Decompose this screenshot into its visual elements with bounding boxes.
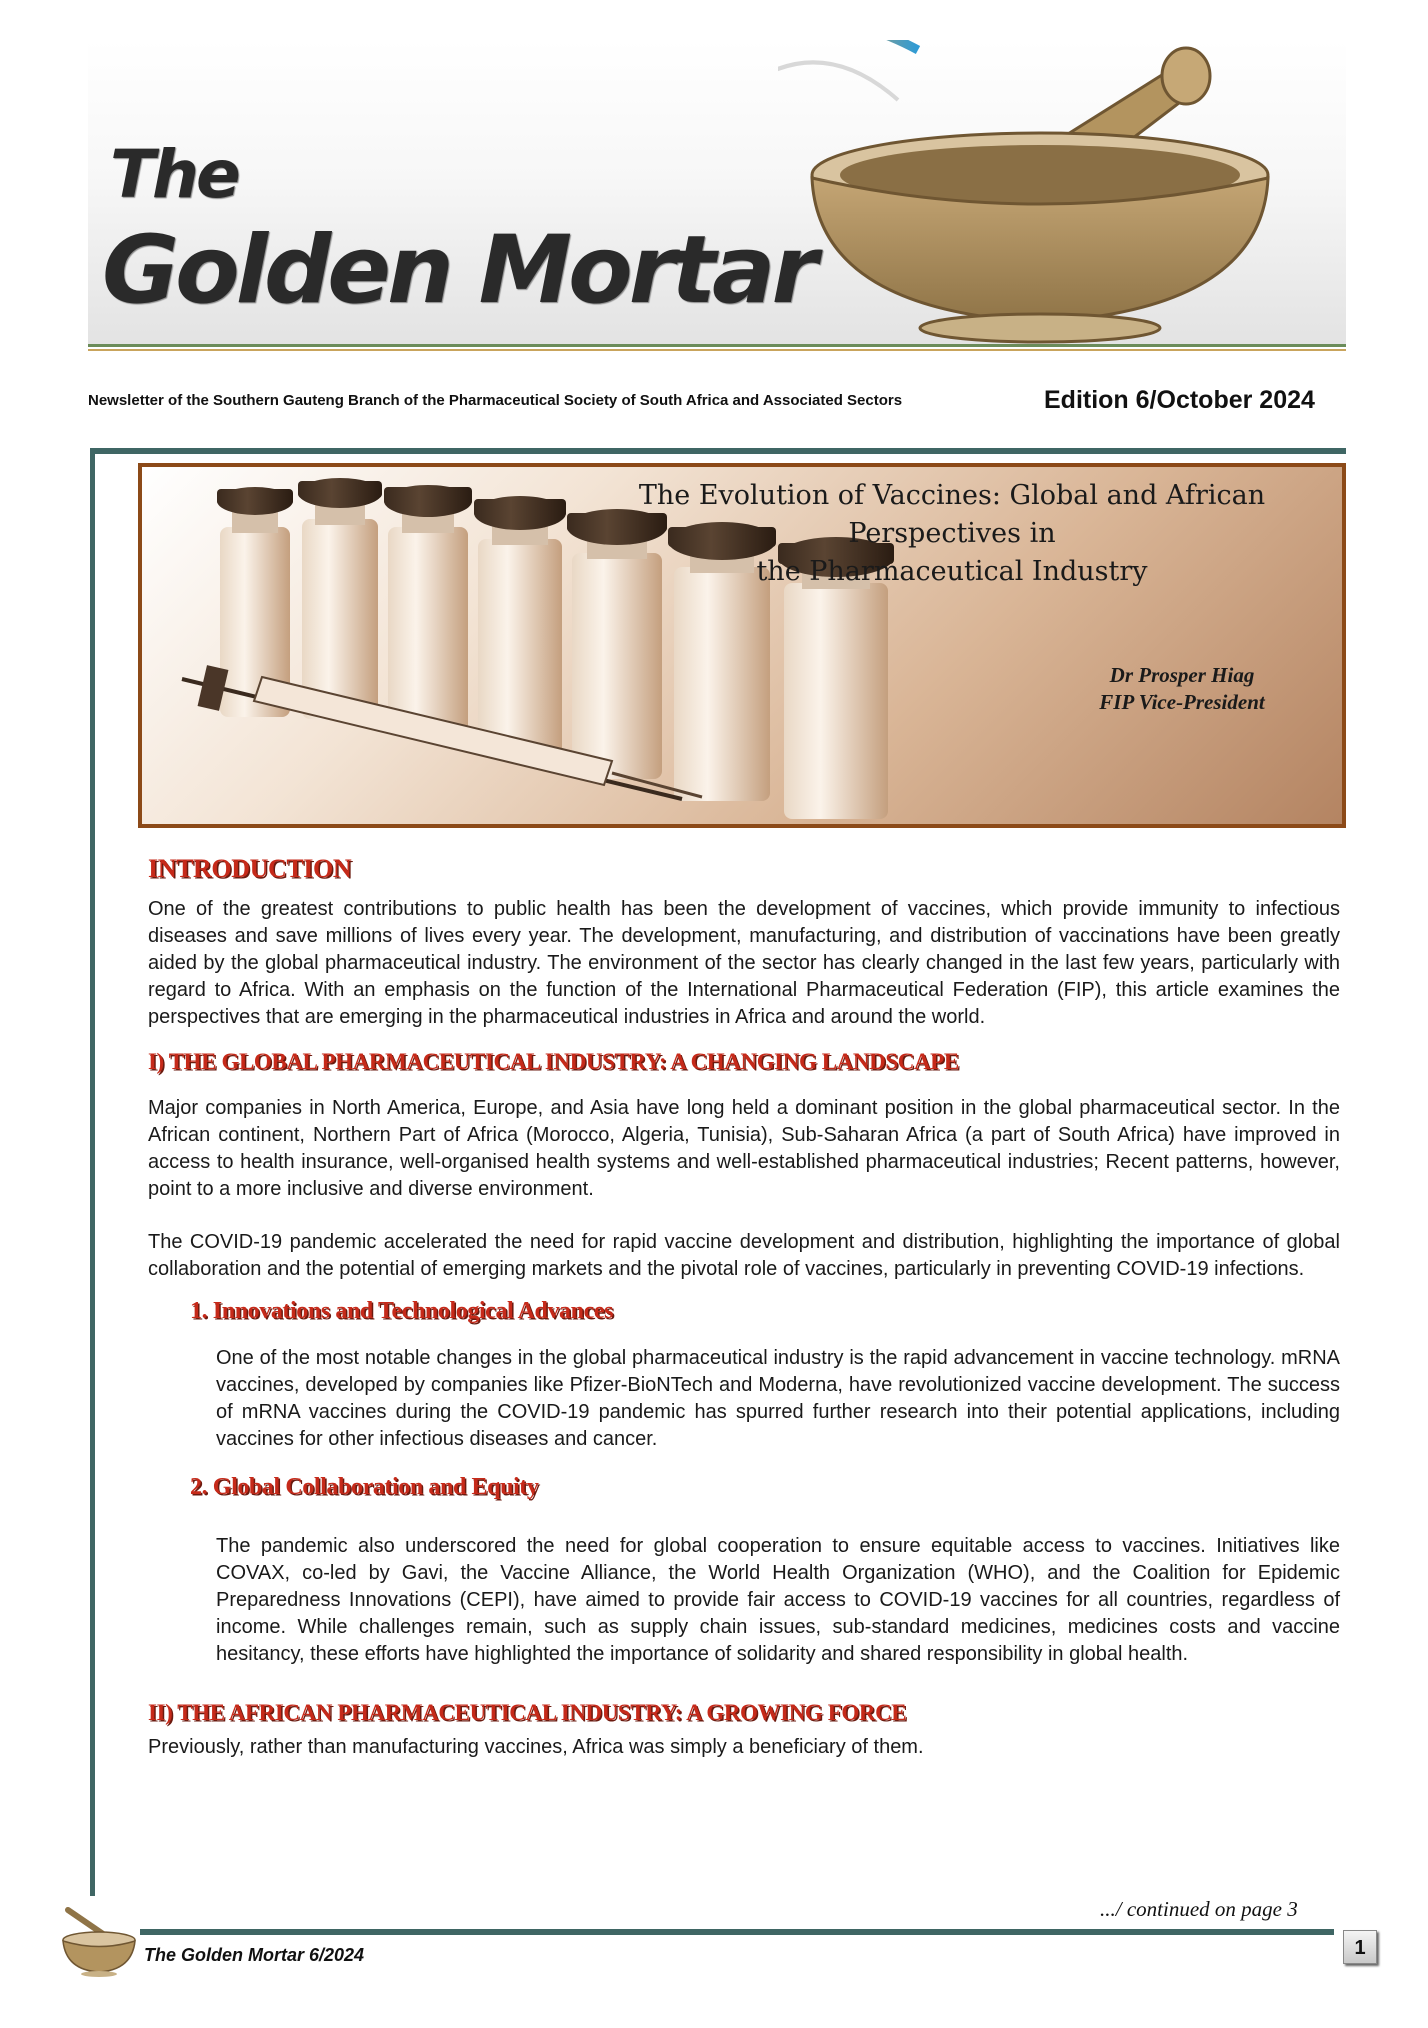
mortar-and-pestle-icon	[58, 1902, 140, 1978]
introduction-heading: INTRODUCTION	[148, 854, 352, 883]
masthead-rule	[88, 344, 1346, 347]
mortar-and-pestle-icon	[778, 40, 1346, 344]
author-name: Dr Prosper Hiag	[1109, 663, 1255, 687]
page-number-badge: 1	[1343, 1930, 1377, 1964]
vial-2	[298, 478, 382, 719]
global-industry-paragraph-1: Major companies in North America, Europe, and Asia have long held a dominant position in the global pharmaceutical sector. In the African continent, Northern Part of Africa (Morocco, Algeria, Tunisia), Sub-Saharan Africa (a part of South Africa) have improved in access to health insurance, well-organised health systems and well-established pharmaceutical industries; Recent patterns, however, point to a more inclusive and diverse environment.	[148, 1097, 1340, 1200]
african-industry-heading: II) THE AFRICAN PHARMACEUTICAL INDUSTRY: A GROWING FORCE	[148, 1700, 907, 1725]
vial-3	[384, 485, 472, 737]
innovations-heading: 1. Innovations and Technological Advances	[190, 1298, 614, 1324]
vial-4	[474, 496, 566, 757]
innovations-paragraph: One of the most notable changes in the global pharmaceutical industry is the rapid advancement in vaccine technology. mRNA vaccines, developed by companies like Pfizer-BioNTech and Moderna, have revolutionized vaccine development. The success of mRNA vaccines during the COVID-19 pandemic has spurred further research into their potential applications, including vaccines for other infectious diseases and cancer.	[216, 1347, 1340, 1450]
footer-rule	[140, 1929, 1334, 1935]
collaboration-heading: 2. Global Collaboration and Equity	[190, 1474, 539, 1500]
newsletter-tagline: Newsletter of the Southern Gauteng Branch of the Pharmaceutical Society of South Africa and Associated Sectors	[88, 392, 903, 409]
article-title-line-2: the Pharmaceutical Industry	[756, 556, 1148, 587]
masthead-rule-gold	[88, 349, 1346, 351]
frame-left-border	[90, 448, 95, 1896]
global-industry-heading: I) THE GLOBAL PHARMACEUTICAL INDUSTRY: A CHANGING LANDSCAPE	[148, 1049, 959, 1074]
global-industry-paragraph-2: The COVID-19 pandemic accelerated the need for rapid vaccine development and distribution, highlighting the importance of global collaboration and the potential of emerging markets and the pivotal role of vaccines, particularly in preventing COVID-19 infections.	[148, 1231, 1340, 1280]
footer-title: The Golden Mortar 6/2024	[144, 1945, 365, 1965]
masthead-title-main: Golden Mortar	[102, 216, 814, 325]
article-title-line-1: The Evolution of Vaccines: Global and African Perspectives in	[638, 480, 1266, 549]
article-body	[148, 852, 1340, 1761]
author-role: FIP Vice-President	[1099, 690, 1265, 714]
continued-on-link[interactable]: .../ continued on page 3	[1100, 1897, 1298, 1921]
frame-top-border	[90, 448, 1346, 454]
masthead-title-the: The	[110, 136, 238, 213]
masthead	[88, 40, 1346, 352]
introduction-paragraph: One of the greatest contributions to public health has been the development of vaccines, which provide immunity to infectious diseases and save millions of lives every year. The development, manufacturing, and distribution of vaccinations have been greatly aided by the global pharmaceutical industry. The environment of the sector has clearly changed in the last few years, particularly with regard to Africa. With an emphasis on the function of the International Pharmaceutical Federation (FIP), this article examines the perspectives that are emerging in the pharmaceutical industries in Africa and around the world.	[148, 898, 1340, 1028]
hero-banner	[138, 463, 1346, 828]
article-author	[1042, 662, 1322, 716]
article-title	[572, 477, 1332, 591]
collaboration-paragraph: The pandemic also underscored the need for global cooperation to ensure equitable access to vaccines. Initiatives like COVAX, co-led by Gavi, the Vaccine Alliance, the World Health Organization (WHO), and the Coalition for Epidemic Preparedness Innovations (CEPI), have aimed to provide fair access to COVID-19 vaccines for all countries, regardless of income. While challenges remain, such as supply chain issues, sub-standard medicines, medicines costs and vaccine hesitancy, these efforts have highlighted the importance of solidarity and shared responsibility in global health.	[216, 1535, 1340, 1665]
edition-label: Edition 6/October 2024	[1044, 386, 1315, 414]
african-industry-paragraph: Previously, rather than manufacturing vaccines, Africa was simply a beneficiary of them.	[148, 1736, 924, 1758]
